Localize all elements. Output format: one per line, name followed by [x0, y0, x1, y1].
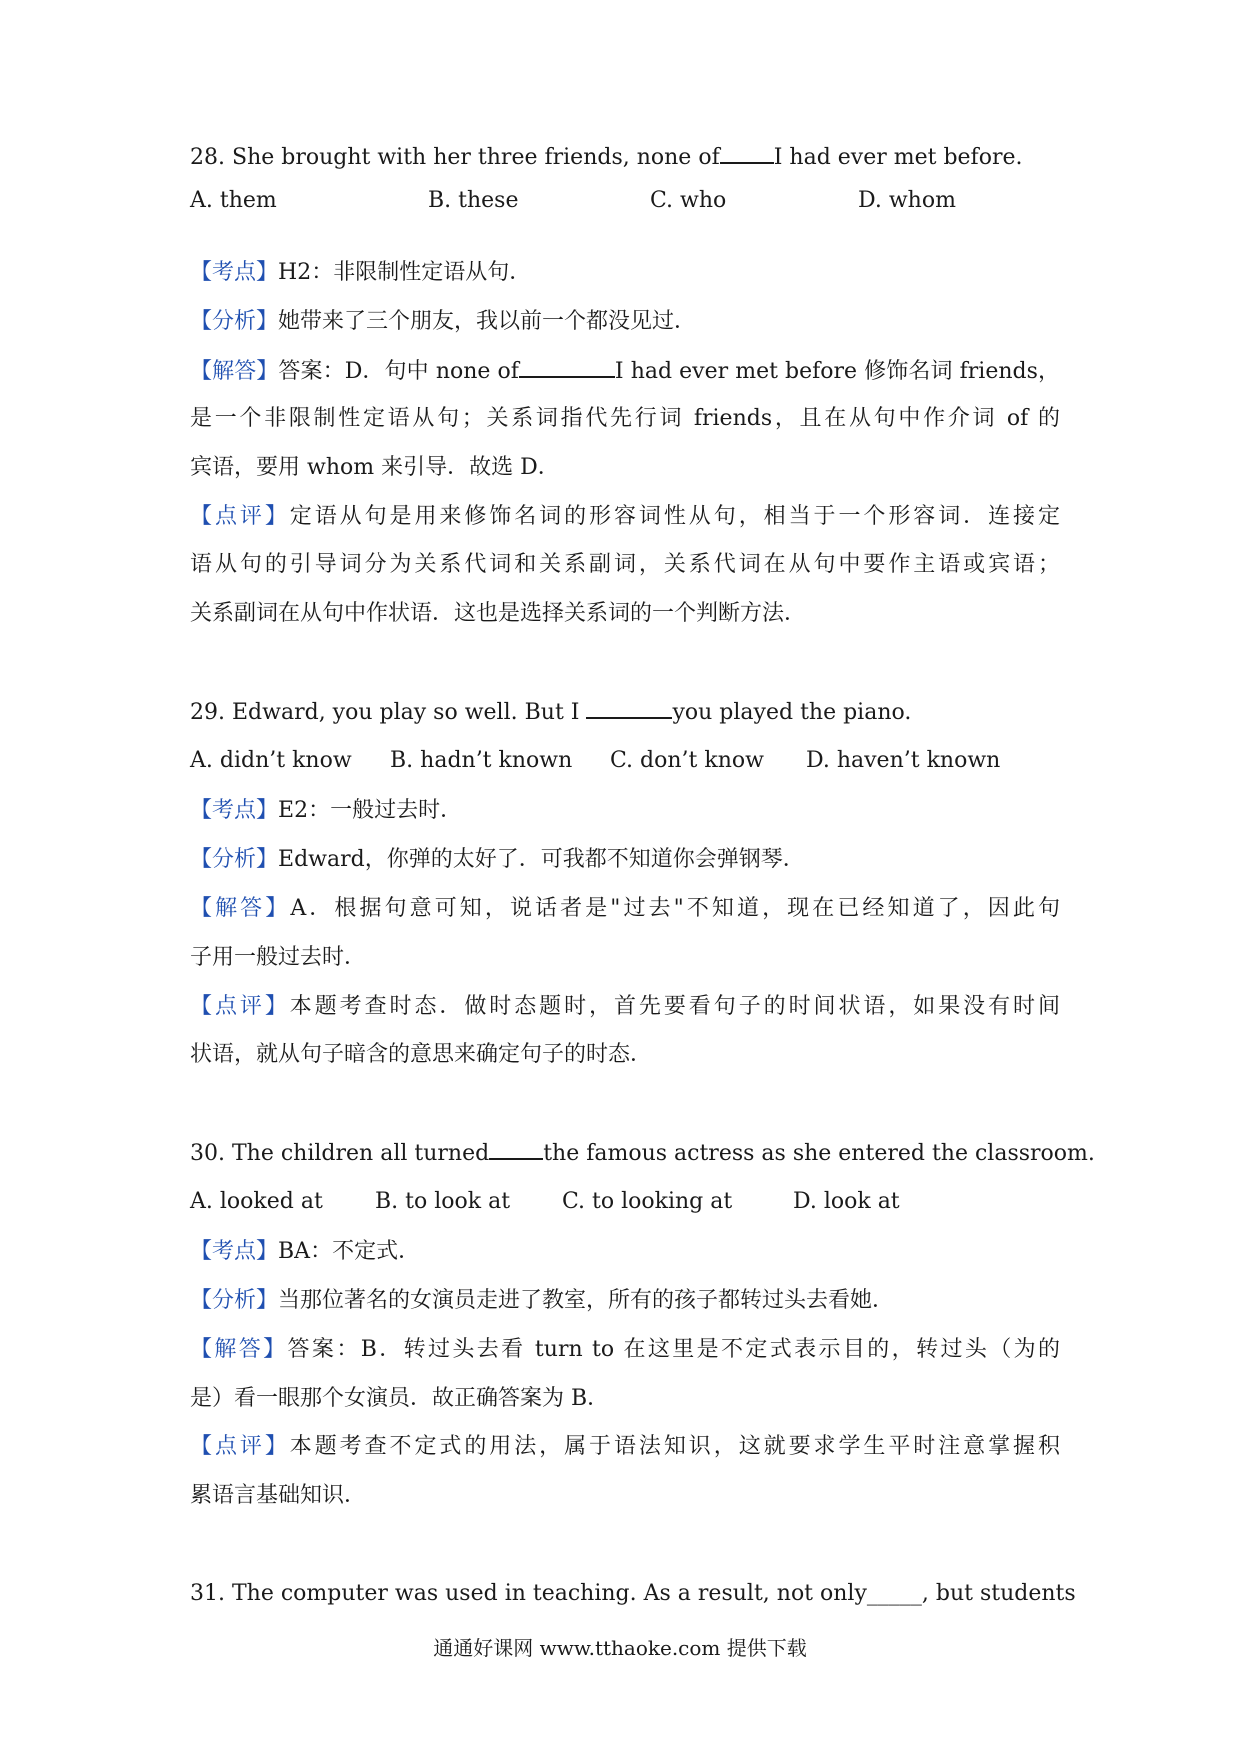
option-d: D. look at [793, 1189, 900, 1214]
option-d: D. whom [858, 188, 956, 213]
stem-text: I had ever met before. [773, 145, 1023, 170]
dianping-tag: 【点评】 [190, 1434, 290, 1459]
dianping-line: 状语，就从句子暗含的意思来确定句子的时态． [190, 1042, 653, 1067]
dianping-tag: 【点评】 [190, 994, 290, 1019]
answer-blank [519, 356, 615, 378]
answer-blank [586, 697, 672, 719]
kaodian-tag: 【考点】 [190, 1239, 279, 1264]
option-b: B. these [428, 188, 519, 213]
fenxi-tag: 【分析】 [190, 1288, 279, 1313]
fenxi-text: Edward，你弹的太好了．可我都不知道你会弹钢琴． [278, 847, 805, 872]
fenxi-line [190, 845, 1060, 875]
kaodian-text: H2：非限制性定语从句． [278, 260, 532, 285]
kaodian-tag: 【考点】 [190, 260, 279, 285]
jieda-tag: 【解答】 [190, 896, 291, 921]
kaodian-text: BA：不定式． [278, 1239, 421, 1264]
question-number: 31. [190, 1581, 225, 1606]
jieda-text: I had ever met before 修饰名词 friends， [614, 359, 1060, 384]
jieda-line: 是）看一眼那个女演员．故正确答案为 B． [190, 1386, 610, 1411]
option-c: C. don’t know [610, 748, 764, 773]
stem-text: The children all turned [232, 1141, 490, 1166]
answer-blank [720, 142, 774, 164]
stem-text: The computer was used in teaching. As a result, not only [232, 1581, 867, 1606]
dianping-line [190, 992, 1060, 1022]
option-a: A. didn’t know [190, 748, 352, 773]
dianping-text: 本题考查不定式的用法，属于语法知识，这就要求学生平时注意掌握积 [289, 1434, 1060, 1459]
jieda-text: 答案：D．句中 none of [278, 359, 519, 384]
question-29-stem [190, 697, 1060, 728]
option-b: B. hadn’t known [390, 748, 573, 773]
dianping-line: 累语言基础知识． [190, 1483, 367, 1508]
dianping-line: 语从句的引导词分为关系代词和关系副词，关系代词在从句中要作主语或宾语； [190, 552, 1060, 577]
option-c: C. to looking at [562, 1189, 733, 1214]
option-b: B. to look at [375, 1189, 511, 1214]
stem-text: you played the piano. [672, 700, 912, 725]
dianping-text: 本题考查时态．做时态题时，首先要看句子的时间状语，如果没有时间 [289, 994, 1060, 1019]
dianping-line [190, 1432, 1060, 1462]
option-a: A. them [190, 188, 277, 213]
question-28-stem [190, 142, 1060, 173]
jieda-line [190, 1335, 1060, 1365]
kaodian-tag: 【考点】 [190, 798, 279, 823]
jieda-line: 子用一般过去时． [190, 945, 367, 970]
jieda-line: 是一个非限制性定语从句；关系词指代先行词 friends，且在从句中作介词 of 的 [190, 406, 1060, 431]
dianping-tag: 【点评】 [190, 504, 290, 529]
fenxi-text: 她带来了三个朋友，我以前一个都没见过． [278, 309, 697, 334]
stem-text: , but students [921, 1581, 1076, 1606]
fenxi-tag: 【分析】 [190, 847, 279, 872]
question-number: 28. [190, 145, 225, 170]
stem-text: Edward, you play so well. But I [232, 700, 587, 725]
kaodian-line [190, 1237, 1060, 1267]
jieda-text: A．根据句意可知，说话者是"过去"不知道，现在已经知道了，因此句 [290, 896, 1060, 921]
fenxi-text: 当那位著名的女演员走进了教室，所有的孩子都转过头去看她． [278, 1288, 895, 1313]
dianping-line [190, 502, 1060, 532]
stem-text: the famous actress as she entered the classroom. [543, 1141, 1095, 1166]
fenxi-tag: 【分析】 [190, 309, 279, 334]
fenxi-line [190, 1286, 1060, 1316]
option-a: A. looked at [190, 1189, 323, 1214]
question-30-stem [190, 1138, 1095, 1169]
kaodian-text: E2：一般过去时． [278, 798, 463, 823]
option-c: C. who [650, 188, 727, 213]
jieda-tag: 【解答】 [190, 1337, 288, 1362]
stem-text: She brought with her three friends, none of [232, 145, 720, 170]
jieda-line [190, 356, 1060, 387]
jieda-text: 答案：B．转过头去看 turn to 在这里是不定式表示目的，转过头（为的 [287, 1337, 1060, 1362]
kaodian-line [190, 796, 1060, 826]
jieda-line: 宾语，要用 whom 来引导．故选 D． [190, 455, 560, 480]
jieda-line [190, 894, 1060, 924]
jieda-tag: 【解答】 [190, 359, 279, 384]
question-number: 29. [190, 700, 225, 725]
option-d: D. haven’t known [806, 748, 1001, 773]
fenxi-line [190, 307, 1060, 337]
kaodian-line [190, 258, 1060, 288]
dianping-text: 定语从句是用来修饰名词的形容词性从句，相当于一个形容词．连接定 [289, 504, 1060, 529]
dianping-line: 关系副词在从句中作状语．这也是选择关系词的一个判断方法． [190, 601, 807, 626]
page-footer: 通通好课网 www.tthaoke.com 提供下载 [433, 1636, 807, 1660]
question-number: 30. [190, 1141, 225, 1166]
answer-blank [489, 1138, 543, 1160]
question-31-stem [190, 1579, 1076, 1609]
answer-blank: _____ [866, 1581, 922, 1606]
